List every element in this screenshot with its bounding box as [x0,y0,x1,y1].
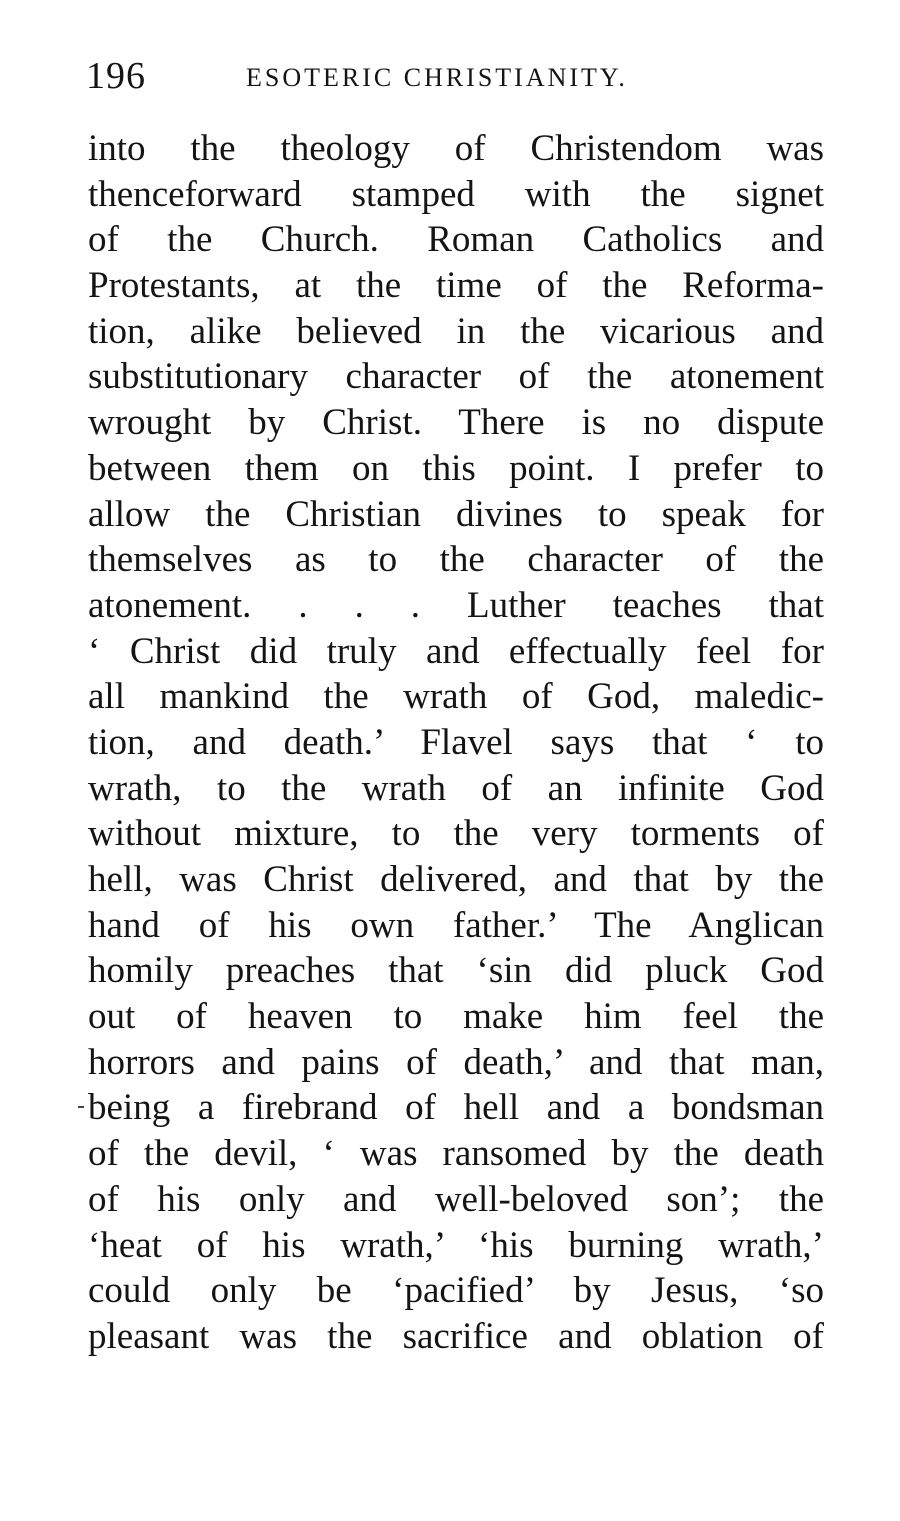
text-line: without mixture, to the very torments of [88,813,824,855]
page-number: 196 [86,55,146,97]
text-line: wrought by Christ. There is no dispute [88,402,824,444]
text-line: thenceforward stamped with the signet [88,173,824,215]
text-line: tion, alike believed in the vicarious and [88,310,824,352]
text-line: out of heaven to make him feel the [88,996,824,1038]
text-line: atonement. . . . Luther teaches that [88,584,824,626]
running-title: ESOTERIC CHRISTIANITY. [246,63,628,92]
text-line: being a firebrand of hell and a bondsman [88,1087,824,1129]
text-line: hell, was Christ delivered, and that by the [88,859,824,900]
text-line: could only be ‘pacified’ by Jesus, ‘so [88,1270,824,1312]
text-line: horrors and pains of death,’ and that man, [88,1041,824,1083]
text-line: tion, and death.’ Flavel says that ‘ to [88,721,824,763]
text-line: homily preaches that ‘sin did pluck God [88,950,824,992]
text-line: substitutionary character of the atonement [88,356,824,398]
text-line: ‘ Christ did truly and effectually feel for [88,630,824,672]
text-line: into the theology of Christendom was [88,128,824,169]
text-line: of his only and well-beloved son’; the [88,1178,824,1220]
text-line: hand of his own father.’ The Anglican [88,904,824,946]
text-line: themselves as to the character of the [88,539,824,581]
body-text [88,126,824,1360]
text-line: Protestants, at the time of the Reforma- [88,265,824,307]
text-line: all mankind the wrath of God, maledic- [88,676,824,718]
text-line: of the devil, ‘ was ransomed by the death [88,1133,824,1175]
text-line: ‘heat of his wrath,’ ‘his burning wrath,’ [88,1224,824,1266]
text-line: pleasant was the sacrifice and oblation of [88,1315,824,1357]
margin-mark [78,1106,84,1108]
text-line: allow the Christian divines to speak for [88,493,824,535]
running-head [86,54,826,102]
text-line: wrath, to the wrath of an infinite God [88,767,824,809]
text-line: between them on this point. I prefer to [88,447,824,489]
text-line: of the Church. Roman Catholics and [88,219,824,261]
